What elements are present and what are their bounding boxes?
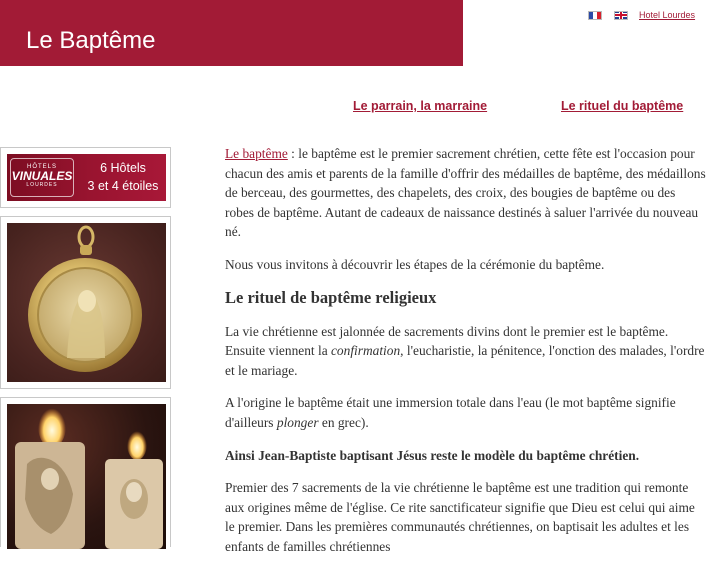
language-bar [588,10,695,20]
p3-text-b: en grec). [318,414,369,430]
section-heading: Le rituel de baptême religieux [225,287,437,307]
sacraments-paragraph [225,322,707,381]
hotel-ad-banner[interactable] [7,154,166,201]
ad-text [83,159,163,195]
tradition-paragraph: Premier des 7 sacrements de la vie chrétienne le baptême est une tradition qui remonte aux origines même de l'église. Ce rite sanctificateur signifie que Dieu est celui qui aime le premier. Dans les premières communautés chrétiennes, on baptisait les adultes et les enfants de familles chrétiennes [225,480,695,554]
p4-bold: Ainsi Jean-Baptiste baptisant Jésus reste le modèle du baptême chrétien. [225,447,640,463]
p3-emphasis: plonger [276,414,319,430]
nav-link-parrain[interactable]: Le parrain, la marraine [353,99,488,113]
pendant-photo-box [0,216,171,389]
logo-bottom-text: LOURDES [26,182,58,188]
p2-text-b: , l'eucharistie, la pénitence, l'onction des malades, l'ordre et le mariage. [225,343,705,378]
invite-paragraph: Nous vous invitons à découvrir les étapes de la cérémonie du baptême. [225,256,605,272]
french-flag-icon[interactable] [588,11,602,20]
ad-line-2: 3 et 4 étoiles [87,179,159,193]
candles-photo-box [0,397,171,547]
logo-top-text: HÔTELS [26,164,57,170]
english-flag-icon[interactable] [614,11,628,20]
jean-baptiste-paragraph [225,446,707,466]
header-band [0,0,463,66]
pendant-medal-icon [7,223,166,382]
logo-main-text: VINUALES [11,169,73,183]
p2-text-a: La vie chrétienne est jalonnée de sacrements divins dont le premier est le baptême. Ensuite viennent la [225,323,669,359]
p3-text-a: A l'origine le baptême était une immersion totale dans l'eau (le mot baptême signifie d'ailleurs [225,395,676,430]
nav-link-rituel[interactable]: Le rituel du baptême [561,99,684,113]
hotel-ad-box[interactable] [0,147,171,208]
ad-line-1: 6 Hôtels [100,161,146,175]
page-title: Le Baptême [26,27,156,54]
origin-paragraph [225,393,707,432]
pendant-medal-image [7,223,166,382]
hotel-lourdes-link[interactable]: Hotel Lourdes [639,10,696,20]
candles-icon [7,404,166,549]
main-content [225,144,707,570]
p2-emphasis: confirmation [330,343,401,359]
intro-paragraph [225,144,707,242]
vinuales-logo [10,158,74,197]
bapteme-link[interactable]: Le baptême [225,146,288,161]
intro-text: : le baptême est le premier sacrement chrétien, cette fête est l'occasion pour chacun des amis et parents de la famille d'offrir des médailles de baptême, des médaillons de berceau, des gourmettes, des chapelets, des croix, des bougies de baptême ou des robes de baptême. Autant de cadeaux de naissance destinés à saluer l'arrivée du nouveau né. [225,146,706,240]
baptism-candles-image [7,404,166,549]
